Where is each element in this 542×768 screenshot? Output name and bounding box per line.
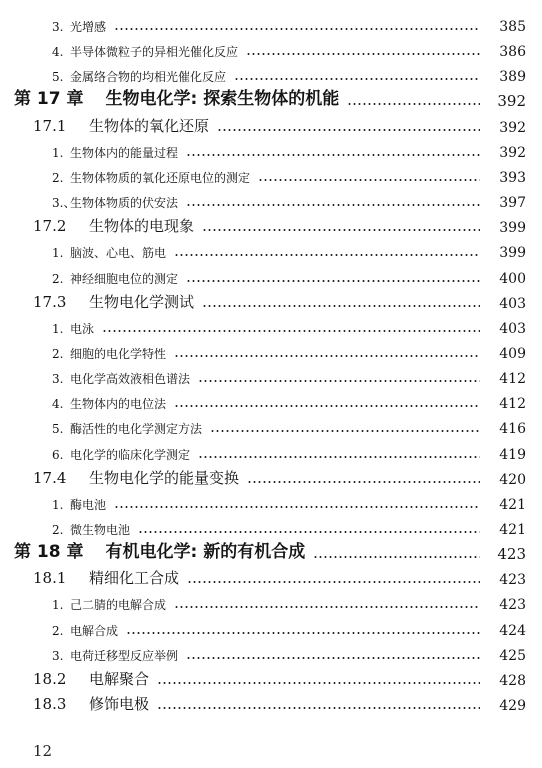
toc-page-number: 419 <box>499 446 526 463</box>
toc-page-number: 397 <box>499 195 526 212</box>
toc-item-row[interactable] <box>0 414 542 438</box>
toc-entry-title: 己二腈的电解合成 <box>70 598 167 613</box>
dot-leader <box>138 531 480 533</box>
toc-entry-number: 1. <box>52 246 64 261</box>
toc-entry-label <box>52 625 124 637</box>
toc-entry-number: 18.1 <box>33 569 67 588</box>
toc-entry-label <box>52 373 196 385</box>
dot-leader <box>258 179 480 181</box>
toc-page-number: 429 <box>499 698 526 715</box>
toc-entry-title: 酶活性的电化学测定方法 <box>70 422 203 437</box>
toc-entry-title: 生物电化学测试 <box>89 292 195 311</box>
toc-item-row[interactable] <box>0 188 542 212</box>
dot-leader <box>174 606 480 608</box>
dot-leader <box>187 581 480 583</box>
toc-entry-title: 电化学的临床化学测定 <box>70 447 191 462</box>
toc-item-row[interactable] <box>0 163 542 187</box>
toc-entry-number: 2. <box>52 523 64 537</box>
dot-leader <box>247 481 480 483</box>
toc-page-number: 392 <box>499 119 526 136</box>
toc-entry-number: 2. <box>52 170 64 185</box>
toc-item-row[interactable] <box>0 314 542 338</box>
toc-entry-label <box>33 468 245 487</box>
toc-entry-number: 6. <box>52 447 64 462</box>
toc-entry-title: 微生物电池 <box>70 523 131 537</box>
toc-section-row[interactable] <box>0 465 542 489</box>
dot-leader <box>186 154 480 156</box>
toc-entry-title: 脑波、心电、筋电 <box>70 246 167 261</box>
dot-leader <box>347 103 480 105</box>
dot-leader <box>186 204 480 206</box>
toc-entry-title: 神经细胞电位的测定 <box>70 271 179 286</box>
toc-entry-number: 1. <box>52 497 64 512</box>
toc-item-row[interactable] <box>0 641 542 665</box>
toc-entry-label <box>33 116 215 135</box>
dot-leader <box>174 405 480 407</box>
dot-leader <box>217 129 480 131</box>
toc-entry-title: 有机电化学: 新的有机合成 <box>105 542 306 563</box>
toc-item-row[interactable] <box>0 590 542 614</box>
toc-entry-title: 半导体微粒子的异相光催化反应 <box>70 45 239 60</box>
toc-item-row[interactable] <box>0 264 542 288</box>
toc-page-number: 420 <box>499 471 526 488</box>
toc-entry-label <box>14 544 311 561</box>
toc-page-number: 399 <box>499 220 526 237</box>
toc-chapter-row[interactable] <box>0 540 542 564</box>
toc-entry-label <box>52 499 112 511</box>
toc-entry-number: 5. <box>52 422 64 437</box>
dot-leader <box>313 556 480 558</box>
toc-item-row[interactable] <box>0 490 542 514</box>
toc-entry-title: 生物体物质的氧化还原电位的测定 <box>70 170 251 185</box>
toc-page-number: 428 <box>499 672 526 689</box>
toc-entry-number: 3. <box>52 372 64 387</box>
toc-entry-number: 2. <box>52 623 64 638</box>
toc-page-number: 385 <box>499 19 526 35</box>
dot-leader <box>126 632 480 634</box>
toc-entry-label <box>14 91 345 108</box>
toc-page-number: 425 <box>499 647 526 664</box>
toc-entry-label <box>52 147 184 159</box>
dot-leader <box>102 330 480 332</box>
toc-entry-label <box>52 46 244 58</box>
toc-entry-title: 生物体的电现象 <box>89 217 195 236</box>
toc-entry-number: 2. <box>52 271 64 286</box>
page-number: 12 <box>33 742 53 760</box>
toc-entry-label <box>52 423 208 435</box>
toc-entry-number: 3.、 <box>52 196 76 211</box>
toc-entry-label <box>52 21 112 33</box>
toc-entry-title: 光增感 <box>70 20 107 34</box>
toc-page-number: 409 <box>499 345 526 362</box>
toc-section-row[interactable] <box>0 113 542 137</box>
toc-page-number: 423 <box>499 572 526 589</box>
toc-entry-number: 4. <box>52 45 64 60</box>
dot-leader <box>234 78 480 80</box>
toc-page-number: 421 <box>499 522 526 538</box>
toc-section-row[interactable] <box>0 213 542 237</box>
toc-entry-label <box>52 247 172 259</box>
toc-entry-number: 2. <box>52 346 64 361</box>
toc-entry-title: 生物体的氧化还原 <box>89 116 210 135</box>
toc-page-number: 386 <box>499 44 526 61</box>
toc-item-row[interactable] <box>0 12 542 36</box>
toc-item-row[interactable] <box>0 364 542 388</box>
toc-entry-number: 17.4 <box>33 468 67 487</box>
toc-entry-label <box>52 449 196 461</box>
toc-item-row[interactable] <box>0 339 542 363</box>
toc-entry-number: 3. <box>52 20 64 34</box>
toc-entry-title: 修饰电极 <box>89 695 150 714</box>
toc-page-number: 393 <box>499 169 526 186</box>
dot-leader <box>174 254 480 256</box>
toc-section-row[interactable] <box>0 565 542 589</box>
toc-page-number: 389 <box>499 69 526 86</box>
toc-entry-number: 3. <box>52 648 64 663</box>
dot-leader <box>186 280 480 282</box>
dot-leader <box>186 657 480 659</box>
toc-entry-label <box>33 292 200 311</box>
toc-item-row[interactable] <box>0 62 542 86</box>
toc-entry-label <box>52 323 100 335</box>
toc-entry-title: 生物电化学: 探索生物体的机能 <box>105 89 340 110</box>
toc-section-row[interactable] <box>0 666 542 690</box>
toc-page-number: 412 <box>499 371 526 388</box>
toc-entry-title: 生物体内的电位法 <box>70 397 167 412</box>
toc-entry-label <box>52 197 184 209</box>
toc-entry-label <box>52 524 136 536</box>
toc-entry-title: 电荷迁移型反应举例 <box>70 648 179 663</box>
toc-page-number: 412 <box>499 396 526 413</box>
toc-entry-number: 17.3 <box>33 292 67 311</box>
toc-entry-label <box>33 571 185 586</box>
dot-leader <box>174 355 480 357</box>
toc-entry-label <box>52 599 172 611</box>
toc-entry-label <box>52 273 184 285</box>
toc-page-number: 424 <box>499 622 526 639</box>
dot-leader <box>157 682 480 684</box>
toc-entry-label <box>33 697 155 712</box>
toc-entry-number: 17.2 <box>33 217 67 236</box>
toc-entry-number: 第 17 章 <box>14 89 84 110</box>
toc-page-number: 392 <box>499 144 526 161</box>
toc-entry-title: 电泳 <box>70 321 95 336</box>
toc-chapter-row[interactable] <box>0 87 542 111</box>
toc-entry-number: 1. <box>52 145 64 160</box>
toc-entry-title: 电化学高效液相色谱法 <box>70 372 191 387</box>
toc-entry-title: 电解合成 <box>70 623 119 638</box>
toc-entry-title: 生物体物质的伏安法 <box>70 196 179 211</box>
toc-entry-number: 17.1 <box>33 116 67 135</box>
toc-page-number: 399 <box>499 245 526 262</box>
toc-entry-label <box>52 348 172 360</box>
toc-entry-number: 18.2 <box>33 669 67 688</box>
toc-item-row[interactable] <box>0 515 542 539</box>
dot-leader <box>114 28 480 30</box>
toc-entry-label <box>33 219 200 234</box>
toc-entry-title: 金属络合物的均相光催化反应 <box>70 70 227 85</box>
toc-entry-number: 4. <box>52 397 64 412</box>
toc-item-row[interactable] <box>0 238 542 262</box>
dot-leader <box>114 506 480 508</box>
toc-entry-title: 细胞的电化学特性 <box>70 346 167 361</box>
toc-entry-title: 酶电池 <box>70 497 107 512</box>
dot-leader <box>202 229 480 231</box>
toc-item-row[interactable] <box>0 37 542 61</box>
toc-page-number: 416 <box>499 421 526 438</box>
toc-section-row[interactable] <box>0 691 542 715</box>
toc-entry-label <box>52 398 172 410</box>
toc-page-number: 423 <box>499 597 526 614</box>
dot-leader <box>157 707 480 709</box>
toc-page-number: 403 <box>499 295 526 312</box>
toc-entry-title: 生物体内的能量过程 <box>70 145 179 160</box>
dot-leader <box>202 305 480 307</box>
toc-section-row[interactable] <box>0 289 542 313</box>
toc-entry-title: 生物电化学的能量变换 <box>89 468 240 487</box>
toc-entry-label <box>52 172 256 184</box>
toc-entry-number: 1. <box>52 598 64 613</box>
toc-entry-label <box>33 669 155 688</box>
dot-leader <box>198 456 480 458</box>
toc-item-row[interactable] <box>0 440 542 464</box>
toc-page-number: 400 <box>499 270 526 287</box>
toc-item-row[interactable] <box>0 616 542 640</box>
toc-entry-number: 5. <box>52 70 64 85</box>
toc-entry-title: 电解聚合 <box>89 669 150 688</box>
toc-entry-number: 1. <box>52 321 64 336</box>
toc-entry-title: 精细化工合成 <box>89 569 180 588</box>
dot-leader <box>210 430 480 432</box>
toc-item-row[interactable] <box>0 389 542 413</box>
toc-page-number: 392 <box>497 92 526 111</box>
toc-page-number: 423 <box>497 545 526 564</box>
toc-item-row[interactable] <box>0 138 542 162</box>
toc-entry-label <box>52 71 232 83</box>
toc-page-number: 421 <box>499 496 526 513</box>
toc-entry-number: 第 18 章 <box>14 542 84 563</box>
toc-page-number: 403 <box>499 320 526 337</box>
toc-entry-label <box>52 650 184 662</box>
dot-leader <box>198 380 480 382</box>
toc-entry-number: 18.3 <box>33 695 67 714</box>
dot-leader <box>246 53 480 55</box>
